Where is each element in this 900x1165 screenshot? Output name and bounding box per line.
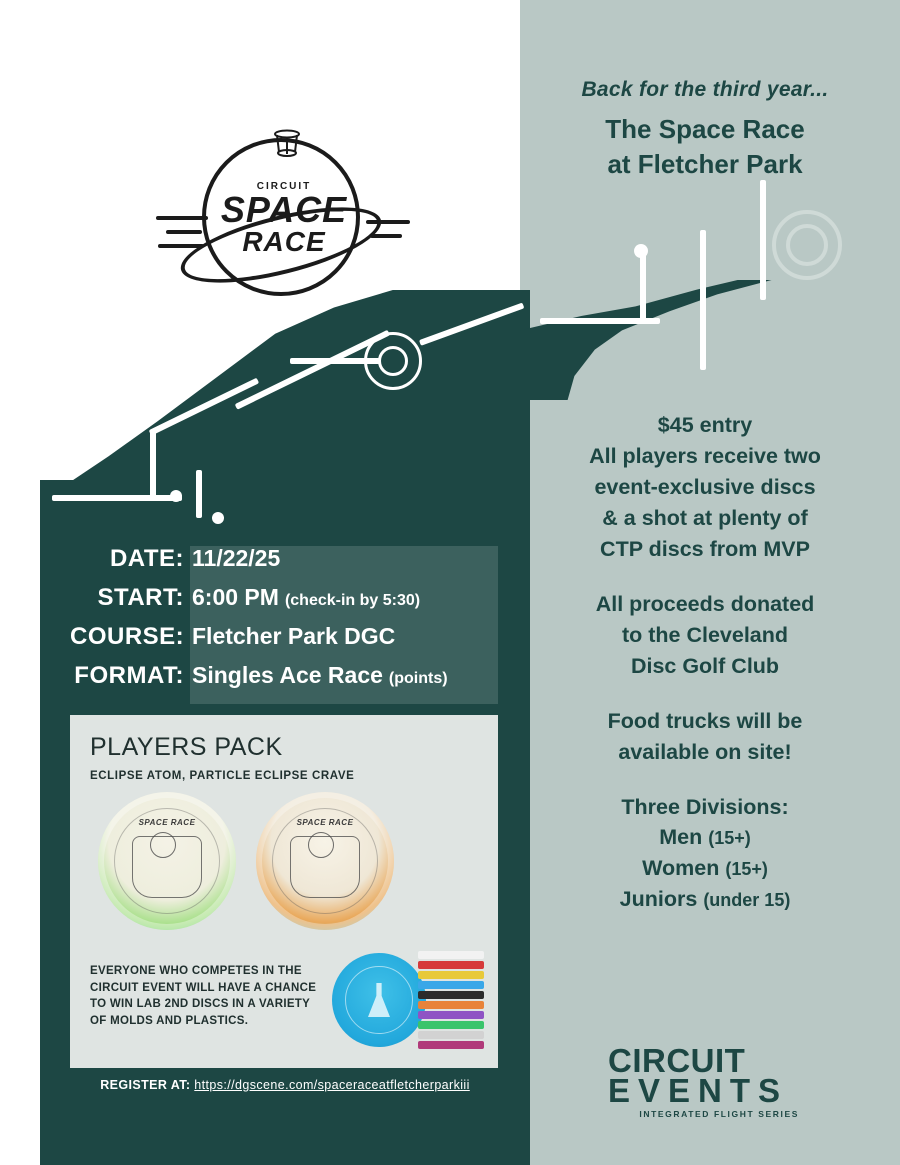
headline-block: [530, 78, 880, 182]
detail-value: 11/22/25: [192, 545, 281, 571]
entry-line-4: & a shot at plenty of: [602, 505, 808, 530]
entry-line-2: All players receive two: [589, 443, 821, 468]
logo-circuit-word: CIRCUIT: [256, 181, 312, 192]
entry-info-block: [530, 410, 880, 565]
circuit-dot-1: [170, 490, 182, 502]
food-line-2: available on site!: [618, 739, 792, 764]
disc-eclipse-atom: [98, 792, 236, 930]
info-column: [530, 410, 880, 915]
division-juniors-qualifier: (under 15): [703, 890, 791, 911]
players-pack-title: PLAYERS PACK: [90, 733, 283, 761]
detail-note: (points): [388, 670, 448, 687]
players-pack-note: EVERYONE WHO COMPETES IN THE CIRCUIT EVENT WILL HAVE A CHANCE TO WIN LAB 2ND DISCS IN A VARIETY OF MOLDS AND PLASTICS.: [90, 965, 317, 1028]
detail-row: [70, 584, 500, 623]
food-trucks-info-block: [530, 706, 880, 768]
disc-particle-eclipse-crave: [256, 792, 394, 930]
astronaut-helmet-icon: [308, 832, 334, 858]
circuit-events-tagline: INTEGRATED FLIGHT SERIES: [639, 1108, 799, 1119]
circuit-events-logo: [608, 1042, 803, 1119]
players-pack-card: [70, 715, 498, 1068]
logo-speed-line-3: [158, 244, 204, 248]
players-pack-disc-photos: [88, 788, 480, 938]
detail-value: Singles Ace Race: [192, 662, 383, 688]
division-men-name: Men: [659, 825, 703, 850]
food-line-1: Food trucks will be: [607, 708, 803, 733]
detail-value: 6:00 PM: [192, 584, 279, 610]
logo-speed-line-2: [166, 230, 202, 234]
register-label: REGISTER AT:: [100, 1078, 191, 1092]
detail-row: [70, 623, 500, 662]
entry-line-5: CTP discs from MVP: [600, 536, 810, 561]
division-women-qualifier: (15+): [725, 859, 768, 880]
disc-stamp-text: SPACE RACE: [296, 818, 354, 827]
circuit-trace-11: [760, 180, 766, 300]
disc-golf-basket-icon: [270, 128, 304, 162]
logo-speed-line-1: [156, 216, 208, 220]
circuit-events-line2: EVENTS: [608, 1072, 789, 1110]
proceeds-line-3: Disc Golf Club: [630, 653, 780, 678]
circuit-dot-2: [212, 512, 224, 524]
headline-title-line2: at Fletcher Park: [607, 148, 803, 179]
circuit-trace-2: [150, 430, 156, 500]
detail-label: FORMAT:: [74, 662, 184, 689]
players-pack-subtitle: ECLIPSE ATOM, PARTICLE ECLIPSE CRAVE: [90, 770, 355, 782]
division-women-name: Women: [642, 856, 720, 881]
circuit-node-icon-2: [378, 346, 408, 376]
logo-speed-line-5: [370, 234, 402, 238]
entry-line-1: $45 entry: [657, 413, 753, 437]
circuit-trace-9: [640, 250, 646, 320]
circuit-trace-10: [700, 230, 706, 370]
space-race-logo: [160, 120, 410, 305]
circuit-trace-1: [52, 495, 182, 501]
detail-label: DATE:: [109, 545, 184, 572]
proceeds-info-block: [530, 589, 880, 682]
detail-row: [70, 662, 500, 701]
detail-note: (check-in by 5:30): [284, 592, 421, 609]
circuit-ring-icon-light-2: [786, 224, 828, 266]
detail-label: COURSE:: [70, 623, 185, 650]
astronaut-helmet-icon: [150, 832, 176, 858]
event-details-list: [70, 545, 500, 701]
disc-stamp-text: SPACE RACE: [138, 818, 196, 827]
logo-speed-line-4: [366, 220, 410, 224]
entry-line-3: event-exclusive discs: [594, 474, 816, 499]
circuit-dot-3: [634, 244, 648, 258]
circuit-trace-4: [196, 470, 202, 518]
register-url-link[interactable]: https://dgscene.com/spaceraceatfletcherparkiii: [194, 1078, 470, 1092]
logo-space-word: SPACE: [220, 189, 348, 230]
headline-title-line1: The Space Race: [605, 114, 805, 144]
division-men-qualifier: (15+): [708, 828, 751, 849]
logo-wordmark: [204, 182, 364, 256]
detail-value: Fletcher Park DGC: [192, 623, 396, 649]
division-juniors-name: Juniors: [619, 887, 698, 912]
register-line: [70, 1078, 500, 1092]
logo-race-word: RACE: [242, 226, 326, 257]
proceeds-line-2: to the Cleveland: [621, 622, 789, 647]
detail-row: [70, 545, 500, 584]
divisions-heading: Three Divisions:: [621, 794, 789, 819]
circuit-events-line1: CIRCUIT: [608, 1042, 746, 1079]
detail-label: START:: [97, 584, 184, 611]
proceeds-line-1: All proceeds donated: [595, 591, 815, 616]
disc-stack-photo: [418, 951, 484, 1051]
divisions-info-block: [530, 792, 880, 916]
headline-kicker: Back for the third year...: [581, 78, 829, 101]
lab-second-disc-photo: [332, 953, 426, 1047]
